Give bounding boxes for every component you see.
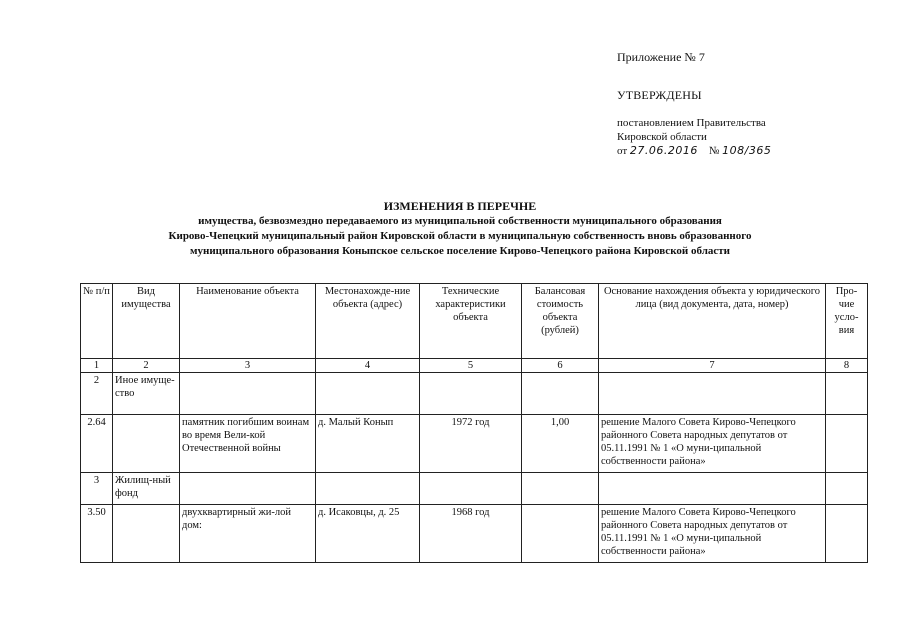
document-title — [110, 199, 810, 259]
header-cell-number: № п/п — [81, 284, 113, 359]
row-type — [113, 415, 180, 473]
row-value: 1,00 — [522, 415, 599, 473]
row-specs — [420, 473, 522, 505]
header-cell-value: Балансовая стоимость объекта (рублей) — [522, 284, 599, 359]
row-name — [180, 373, 316, 415]
row-number: 3 — [81, 473, 113, 505]
row-other — [826, 373, 868, 415]
row-other — [826, 505, 868, 563]
row-location: д. Малый Конып — [316, 415, 420, 473]
row-specs — [420, 373, 522, 415]
title-line-4: муниципального образования Коныпское сельское поселение Кирово-Чепецкого района Кировской области — [189, 245, 730, 257]
header-cell-other: Про-чие усло-вия — [826, 284, 868, 359]
column-number: 2 — [113, 359, 180, 373]
header-cell-location: Местонахожде-ние объекта (адрес) — [316, 284, 420, 359]
row-location — [316, 473, 420, 505]
row-type: Жилищ-ный фонд — [113, 473, 180, 505]
title-line-1: ИЗМЕНЕНИЯ В ПЕРЕЧНЕ — [383, 199, 537, 213]
row-basis: решение Малого Совета Кирово-Чепецкого районного Совета народных депутатов от 05.11.1991 № 1 «О муни-ципальной собственности района» — [599, 505, 826, 563]
row-name — [180, 473, 316, 505]
row-value — [522, 473, 599, 505]
table-row — [81, 373, 868, 415]
row-location — [316, 373, 420, 415]
row-basis — [599, 473, 826, 505]
row-number: 3.50 — [81, 505, 113, 563]
decree-line-1: постановлением Правительства — [617, 117, 766, 129]
row-number: 2 — [81, 373, 113, 415]
approved-label: УТВЕРЖДЕНЫ — [617, 88, 702, 102]
decree-prefix: от — [617, 145, 628, 157]
column-number: 6 — [522, 359, 599, 373]
row-basis — [599, 373, 826, 415]
property-table — [80, 283, 868, 563]
row-type — [113, 505, 180, 563]
decree-number: 108/365 — [722, 144, 772, 157]
header-cell-basis: Основание нахождения объекта у юридического лица (вид документа, дата, номер) — [599, 284, 826, 359]
column-number: 1 — [81, 359, 113, 373]
row-value — [522, 373, 599, 415]
row-number: 2.64 — [81, 415, 113, 473]
decree-line-3 — [617, 144, 771, 158]
decree-line-2: Кировской области — [617, 131, 707, 143]
row-specs: 1972 год — [420, 415, 522, 473]
table-header-row — [81, 284, 868, 359]
title-line-3: Кирово-Чепецкий муниципальный район Кировской области в муниципальную собственность вновь образованного — [168, 230, 752, 242]
decree-block — [617, 116, 771, 158]
table-row — [81, 473, 868, 505]
row-specs: 1968 год — [420, 505, 522, 563]
row-other — [826, 415, 868, 473]
column-number: 5 — [420, 359, 522, 373]
decree-number-prefix: № — [708, 145, 720, 157]
appendix-label: Приложение № 7 — [617, 50, 705, 64]
table-row — [81, 415, 868, 473]
header-cell-type: Вид имущества — [113, 284, 180, 359]
title-line-2: имущества, безвозмездно передаваемого из муниципальной собственности муниципального образования — [198, 215, 722, 227]
row-type: Иное имуще-ство — [113, 373, 180, 415]
column-number-row — [81, 359, 868, 373]
row-name: двухквартирный жи-лой дом: — [180, 505, 316, 563]
decree-date: 27.06.2016 — [629, 144, 698, 157]
row-name: памятник погибшим воинам во время Вели-кой Отечественной войны — [180, 415, 316, 473]
column-number: 4 — [316, 359, 420, 373]
column-number: 8 — [826, 359, 868, 373]
row-other — [826, 473, 868, 505]
row-basis: решение Малого Совета Кирово-Чепецкого районного Совета народных депутатов от 05.11.1991 № 1 «О муни-ципальной собственности района» — [599, 415, 826, 473]
row-location: д. Исаковцы, д. 25 — [316, 505, 420, 563]
column-number: 7 — [599, 359, 826, 373]
table-row — [81, 505, 868, 563]
header-cell-name: Наименование объекта — [180, 284, 316, 359]
column-number: 3 — [180, 359, 316, 373]
header-cell-specs: Технические характеристики объекта — [420, 284, 522, 359]
row-value — [522, 505, 599, 563]
